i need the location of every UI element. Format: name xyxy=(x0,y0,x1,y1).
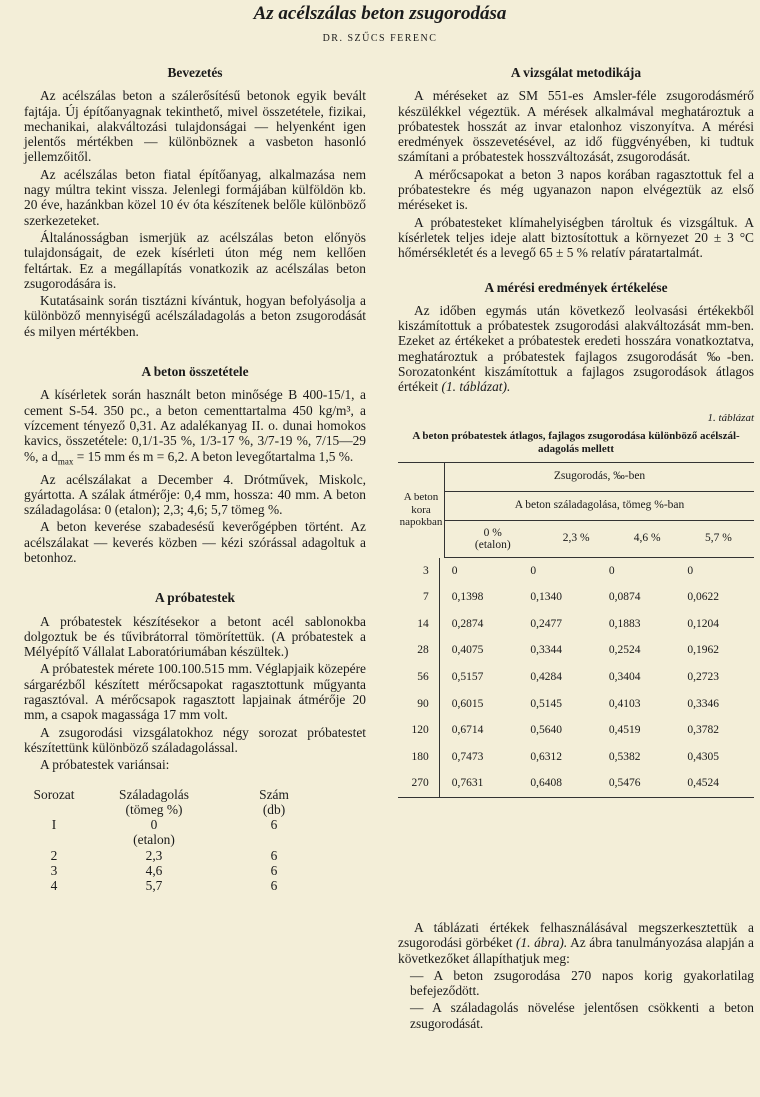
table-value-cell: 0,4103 xyxy=(608,697,641,710)
table-row xyxy=(398,771,754,798)
paragraph: Az acélszálas beton a szálerősítésű betonok egyik bevált fajtája. Új építőanyagnak tekinthető, mivel összetétele, fizikai, mechanikai, alakváltozási tulajdonságai — helyenként igen jelentős mértékben — különböznek a vasbeton hasonló jellemzőitől. xyxy=(24,88,366,165)
table-value-cell: 0,1340 xyxy=(530,591,562,604)
paragraph: A próbatestek variánsai: xyxy=(40,757,170,773)
table-row xyxy=(398,718,754,745)
shrinkage-table-body xyxy=(398,558,754,798)
table-value-cell: 0,4075 xyxy=(451,644,484,657)
section-heading-ertekeles: A mérési eredmények értékelése xyxy=(484,279,668,295)
table-rowhdr: A beton kora napokban xyxy=(398,462,445,557)
paragraph: A beton keverése szabadesésű keverőgépben történt. Az acélszálakat — keverés közben — kézi szórással adagoltuk a betonhoz. xyxy=(24,519,366,565)
variants-header-cell: Száladagolás xyxy=(119,786,189,802)
table-value-cell: 0 xyxy=(687,564,694,577)
table-value-cell: 0,1883 xyxy=(608,617,641,630)
table-value-cell: 0 xyxy=(451,564,458,577)
paragraph: A méréseket az SM 551-es Amsler-féle zsugorodásmérő készülékkel végeztük. A mérések alkalmával meghatároztuk a próbatestek hosszát az invar etalonhoz viszonyítva. A mérési eredmények összevetésével, az idő függvényében, ki tudtuk számítani a próbatestek hosszváltozását, zsugorodását. xyxy=(398,88,754,165)
variants-table xyxy=(24,787,324,894)
table-value-cell: 0,3782 xyxy=(687,724,720,737)
article-title: Az acélszálas beton zsugorodása xyxy=(253,3,507,24)
variants-row: 2 2,3 6 xyxy=(50,847,278,863)
table-row xyxy=(398,585,754,612)
variants-row: (etalon) xyxy=(133,832,175,848)
paragraph: Általánosságban ismerjük az acélszálas beton előnyös tulajdonságait, de ezek kísérleti úton még nem kellően feltártak. Ez a megállapítás vonatkozik az acélszálas beton zsugorodására is. xyxy=(24,229,366,291)
table-value-cell: 0,2477 xyxy=(530,617,562,630)
variants-header-cell: (db) xyxy=(262,801,286,817)
paragraph: A próbatestek mérete 100.100.515 mm. Véglapjaik közepére sárgarézből készített mérőcsapokat ragasztottunk műgyanta ragasztóval. A mérőcsapok ragasztott lapjainak átmérője 20 mm, a csapok magassága 17 mm volt. xyxy=(24,661,366,723)
table-day-cell: 7 xyxy=(398,585,439,612)
table-value-cell: 0,4524 xyxy=(687,777,720,790)
table-col-header: 4,6 % xyxy=(612,520,683,557)
table-col-header: 0 % (etalon) xyxy=(445,520,541,557)
table-value-cell: 0,1962 xyxy=(687,644,720,657)
variants-header-cell: Szám xyxy=(259,786,289,802)
table-day-cell: 120 xyxy=(398,718,439,745)
table-value-cell: 0,5145 xyxy=(530,697,562,710)
table-value-cell: 0,2874 xyxy=(451,617,484,630)
variants-row: I 0 6 xyxy=(51,817,278,833)
table-value-cell: 0,6714 xyxy=(451,724,484,737)
table-value-cell: 0,6408 xyxy=(530,777,562,790)
table-value-cell: 0,4519 xyxy=(608,724,641,737)
table-caption: A beton próbatestek átlagos, fajlagos zsugorodása különböző acélszál-adagolás mellett xyxy=(412,429,740,455)
table-day-cell: 270 xyxy=(398,771,439,798)
paragraph: Az acélszálas beton fiatal építőanyag, alkalmazása nem nagy múltra tekint vissza. Jelenlegi formájában külföldön kb. 20 éve, hazánkban közel 10 év óta készítenek belőle különböző szerkezeteket. xyxy=(24,166,366,228)
right-column xyxy=(398,62,754,798)
table-value-cell: 0,2723 xyxy=(687,670,720,683)
table-col-header: 5,7 % xyxy=(683,520,754,557)
table-header-cell: Zsugorodás, ‰-ben xyxy=(445,462,755,491)
table-value-cell: 0,1398 xyxy=(451,591,484,604)
table-day-cell: 14 xyxy=(398,611,439,638)
left-column xyxy=(24,62,366,894)
table-day-cell: 56 xyxy=(398,664,439,691)
table-day-cell: 3 xyxy=(398,558,439,585)
table-value-cell: 0,6015 xyxy=(451,697,484,710)
table-value-cell: 0,0874 xyxy=(608,591,641,604)
author-name: DR. SZŰCS FERENC xyxy=(322,33,438,44)
table-value-cell: 0,5382 xyxy=(608,750,641,763)
section-heading-osszetetel: A beton összetétele xyxy=(141,364,249,380)
table-value-cell: 0,7631 xyxy=(451,777,484,790)
table-value-cell: 0,7473 xyxy=(451,750,484,763)
table-row xyxy=(398,691,754,718)
paragraph: A próbatesteket klímahelyiségben tároltuk és vizsgáltuk. A kísérletek teljes ideje alatt biztosítottuk a környezet 20 ± 3 °C hőmérsékletét és a levegő 65 ± 5 % relatív páratartalmát. xyxy=(398,214,754,261)
table-value-cell: 0,2524 xyxy=(608,644,641,657)
paragraph: Az időben egymás után következő leolvasási értékekből kiszámítottuk a próbatestek zsugorodási alakváltozását mm-ben. Ezeket az értékeket a próbatestek eredeti hosszára vonatkoztatva, meghatároztuk a próbatestek fajlagos zsugorodását ‰-ben. Sorozatonként kiszámítottuk a fajlagos zsugorodások átlagos értékeit (1. táblázat). xyxy=(398,302,754,395)
right-column-bottom xyxy=(398,920,754,1033)
table-day-cell: 180 xyxy=(398,744,439,771)
table-row xyxy=(398,744,754,771)
table-value-cell: 0,5157 xyxy=(451,670,484,683)
paragraph: Az acélszálakat a December 4. Drótművek, Miskolc, gyártotta. A szálak átmérője: 0,4 mm, hossza: 40 mm. A beton száladagolása: 0 (etalon); 2,3; 4,6; 5,7 tömeg %. xyxy=(24,471,366,518)
table-value-cell: 0,6312 xyxy=(530,750,562,763)
table-row xyxy=(398,664,754,691)
table-value-cell: 0,3346 xyxy=(687,697,720,710)
table-value-cell: 0,1204 xyxy=(687,617,720,630)
table-row xyxy=(398,558,754,585)
table-value-cell: 0 xyxy=(530,564,537,577)
variants-row: 4 5,7 6 xyxy=(50,878,278,894)
table-value-cell: 0,0622 xyxy=(687,591,720,604)
paragraph: A mérőcsapokat a beton 3 napos korában ragasztottuk fel a próbatestekre és még ugyanazon napon elvégeztük az első méréseket is. xyxy=(398,166,754,213)
table-value-cell: 0,4284 xyxy=(530,670,562,683)
list-item: — A száladagolás növelése jelentősen csökkenti a beton zsugorodását. xyxy=(410,1000,754,1031)
table-value-cell: 0,5476 xyxy=(608,777,641,790)
section-heading-metodika: A vizsgálat metodikája xyxy=(510,65,642,80)
table-day-cell: 28 xyxy=(398,638,439,665)
table-header-cell: A beton száladagolása, tömeg %-ban xyxy=(445,491,755,520)
section-heading-probatestek: A próbatestek xyxy=(155,590,235,606)
variants-header-cell xyxy=(24,802,84,817)
shrinkage-table xyxy=(398,462,754,558)
table-row xyxy=(398,638,754,665)
table-value-cell: 0,3344 xyxy=(530,644,562,657)
table-col-header: 2,3 % xyxy=(541,520,612,557)
table-value-cell: 0,5640 xyxy=(530,724,562,737)
conclusion-list xyxy=(398,968,754,1031)
paragraph: A zsugorodási vizsgálatokhoz négy sorozat próbatestet készítettünk különböző száladagolással. xyxy=(24,724,366,755)
table-number: 1. táblázat xyxy=(707,411,754,424)
paragraph: A kísérletek során használt beton minősége B 400-15/1, a cement S-54. 350 pc., a beton cementtartalma 450 kg/m³, a vízcement tényező 0,31. Az adalékanyag II. o. dunai homokos kavics, összetétele: 0,1/1-35 %, 1/3-17 %, 3/7-19 %, 7/15—29 %, a $d_{max} = 15$ mm és m = 6,2. A beton levegőtartalma 1,5 %. xyxy=(24,387,366,467)
paragraph: Kutatásaink során tisztázni kívántuk, hogyan befolyásolja a különböző mennyiségű acélszáladagolás a beton zsugorodását és milyen mértékben. xyxy=(24,293,366,339)
table-value-cell: 0,4305 xyxy=(687,750,720,763)
table-row xyxy=(398,611,754,638)
paragraph: A próbatestek készítésekor a betont acél sablonokba dolgoztuk be és tűvibrátorral tömörítettük. (A próbatestek a Mélyépítő Vállalat Laboratóriumában készültek.) xyxy=(24,613,366,660)
table-day-cell: 90 xyxy=(398,691,439,718)
variants-header-cell: Sorozat xyxy=(33,786,75,802)
table-value-cell: 0 xyxy=(608,564,615,577)
table-value-cell: 0,3404 xyxy=(608,670,641,683)
variants-header-cell: (tömeg %) xyxy=(125,801,183,817)
section-heading-bevezetes: Bevezetés xyxy=(167,65,223,80)
variants-row: 3 4,6 6 xyxy=(50,863,278,879)
list-item: — A beton zsugorodása 270 napos korig gyakorlatilag befejeződött. xyxy=(410,967,754,999)
paragraph: A táblázati értékek felhasználásával megszerkesztettük a zsugorodási görbéket (1. ábra). Az ábra tanulmányozása alapján a következőket állapíthatjuk meg: xyxy=(398,920,754,966)
